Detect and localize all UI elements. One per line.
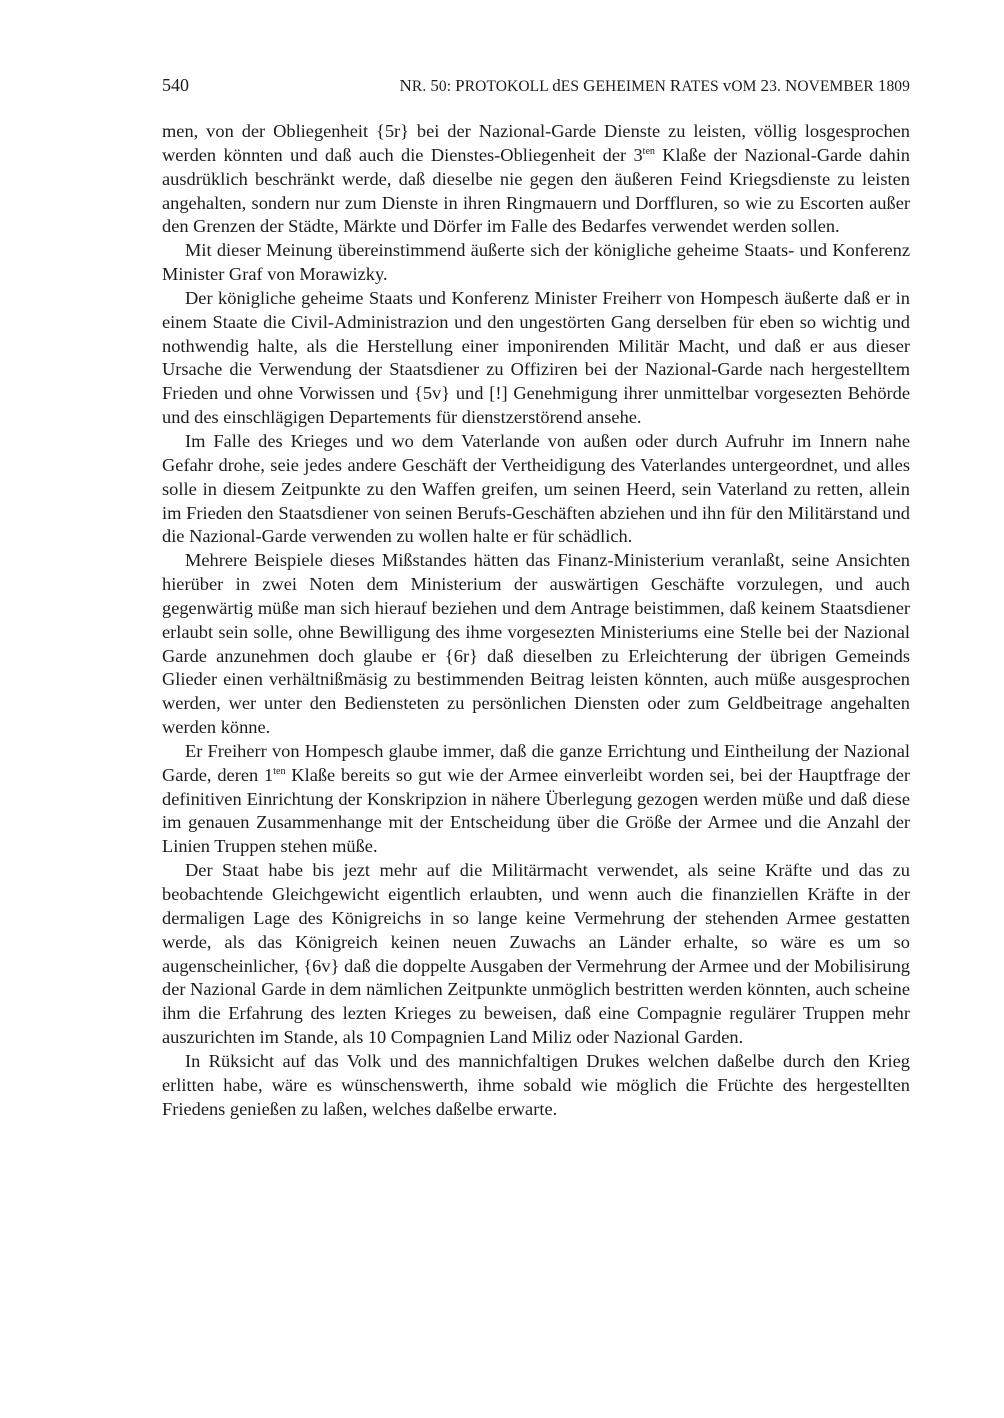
paragraph <box>162 239 910 287</box>
document-page <box>162 74 910 1121</box>
paragraph <box>162 859 910 1050</box>
paragraph-text: Mehrere Beispiele dieses Mißstandes hätten das Finanz-Ministerium veranlaßt, seine Ansichten hierüber in zwei Noten dem Ministerium der auswärtigen Geschäfte vorzulegen, und auch gegenwärtig müße man sich hierauf beziehen und dem Antrage beistimmen, daß keinem Staatsdiener erlaubt sein solle, ohne Bewilligung des ihme vorgesezten Ministeriums eine Stelle bei der Nazional Garde anzunehmen doch glaube er {6r} daß dieselben zu Erleichterung der übrigen Gemeinds Glieder einen verhältnißmäsig zu bestimmenden Beitrag leisten könnten, auch müße ausgesprochen werden, wer unter den Bediensteten zu persönlichen Diensten oder zum Geldbeitrage angehalten werden könne. <box>162 550 910 738</box>
running-title: NR. 50: PROTOKOLL dES GEHEIMEN RATES vOM 23. NOVEMBER 1809 <box>399 76 910 95</box>
paragraph-text: Er Freiherr von Hompesch glaube immer, daß die ganze Errichtung und Eintheilung der Nazional Garde, deren 1 <box>162 740 910 785</box>
paragraph <box>162 120 910 239</box>
paragraph <box>162 287 910 430</box>
paragraph-text: Der königliche geheime Staats und Konferenz Minister Freiherr von Hompesch äußerte daß er in einem Staate die Civil-Administrazion und den ungestörten Gang derselben für eben so wichtig und nothwendig halte, als die Herstellung einer imponirenden Militär Macht, und daß er aus dieser Ursache die Verwendung der Staatsdiener zu Offiziren bei der Nazional-Garde nach hergestelltem Frieden und ohne Vorwissen und {5v} und [!] Genehmigung ihrer unmittelbar vorgesezten Behörde und des einschlägigen Departements für dienstzerstörend ansehe. <box>162 287 910 428</box>
paragraph-text: men, von der Obliegenheit {5r} bei der Nazional-Garde Dienste zu leisten, völlig losgesprochen werden könnten und daß auch die Dienstes-Obliegenheit der 3 <box>162 121 910 165</box>
paragraph <box>162 740 910 859</box>
page-number: 540 <box>162 75 189 95</box>
superscript: ten <box>273 765 286 777</box>
superscript: ten <box>642 145 655 157</box>
running-header <box>162 74 910 96</box>
paragraph-text: Klaße bereits so gut wie der Armee einverleibt worden sei, bei der Hauptfrage der definitiven Einrichtung der Konskripzion in nähere Überlegung gezogen werden müße und daß diese im genauen Zusammenhange mit der Entscheidung über die Größe der Armee und die Anzahl der Linien Truppen stehen müße. <box>162 764 911 857</box>
paragraph <box>162 549 910 740</box>
paragraph <box>162 430 910 549</box>
paragraph-text: Der Staat habe bis jezt mehr auf die Militärmacht verwendet, als seine Kräfte und das zu beobachtende Gleichgewicht eigentlich erlaubten, und wenn auch die finanziellen Kräfte in der dermaligen Lage des Königreichs in so lange keine Vermehrung der stehenden Armee gestatten werde, als das Königreich keinen neuen Zuwachs an Länder erhalte, so wäre es um so augenscheinlicher, {6v} daß die doppelte Ausgaben der Vermehrung der Armee und der Mobilisirung der Nazional Garde in dem nämlichen Zeitpunkte unmöglich bestritten werden könnten, auch scheine ihm die Erfahrung des lezten Krieges zu beweisen, daß eine Compagnie regulärer Truppen mehr auszurichten im Stande, als 10 Compagnien Land Miliz oder Nazional Garden. <box>162 860 910 1048</box>
body-text <box>162 120 910 1121</box>
paragraph <box>162 1050 910 1122</box>
paragraph-text: In Rüksicht auf das Volk und des mannichfaltigen Drukes welchen daßelbe durch den Krieg erlitten habe, wäre es wünschenswerth, ihme sobald wie möglich die Früchte des hergestellten Friedens genießen zu laßen, welches daßelbe erwarte. <box>162 1050 910 1119</box>
paragraph-text: Im Falle des Krieges und wo dem Vaterlande von außen oder durch Aufruhr im Innern nahe Gefahr drohe, seie jedes andere Geschäft der Vertheidigung des Vaterlandes untergeordnet, und alles solle in diesem Zeitpunkte zu den Waffen greifen, um seinen Heerd, sein Vaterland zu retten, allein im Frieden den Staatsdiener von seinen Berufs-Geschäften abziehen und ihn für den Militärstand und die Nazional-Garde verwenden zu wollen halte er für schädlich. <box>162 430 910 547</box>
paragraph-text: Mit dieser Meinung übereinstimmend äußerte sich der königliche geheime Staats- und Konferenz Minister Graf von Morawizky. <box>162 240 910 285</box>
paragraph-text: Klaße der Nazional-Garde dahin ausdrüklich beschränkt werde, daß dieselbe nie gegen den äußeren Feind Kriegsdienste zu leisten angehalten, sondern nur zum Dienste in ihren Ringmauern und Dorffluren, so wie zu Escorten außer den Grenzen der Städte, Märkte und Dörfer im Falle des Bedarfes verwendet werden sollen. <box>162 144 910 237</box>
